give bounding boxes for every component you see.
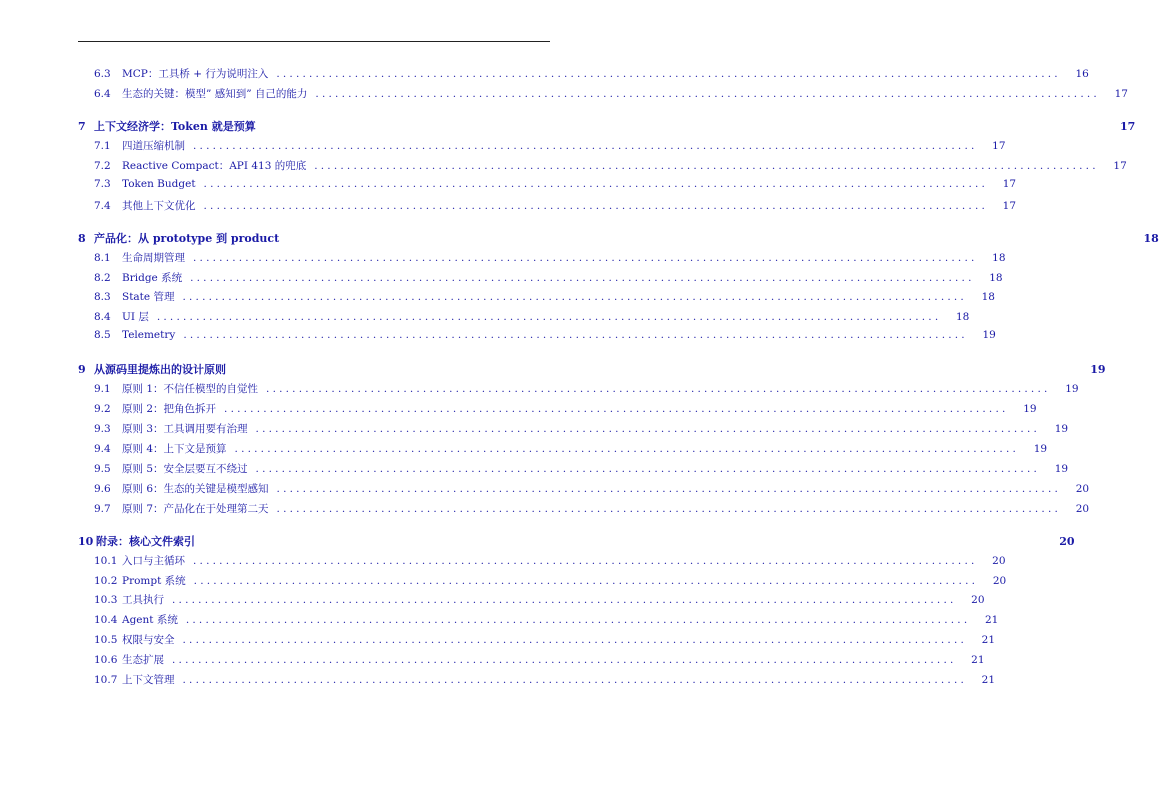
toc-entry-title: 原则 6：生态的关键是模型感知 <box>122 482 269 495</box>
toc-entry-title: 工具执行 <box>122 594 164 607</box>
toc-section-entry[interactable] <box>78 573 1007 591</box>
toc-entry-title: 四道压缩机制 <box>122 139 185 152</box>
toc-entry-number: 9.1 <box>94 383 111 396</box>
toc-entry-title: 原则 4：上下文是预算 <box>122 442 227 455</box>
toc-section-entry[interactable] <box>78 198 1017 216</box>
toc-entry-title: 附录：核心文件索引 <box>96 534 195 548</box>
toc-entry-number: 8 <box>78 231 86 245</box>
toc-entry-number: 10.3 <box>94 594 118 607</box>
toc-leader-dots: ........................................................................................................................ <box>203 177 989 190</box>
toc-entry-page-number: 18 <box>1143 231 1159 245</box>
toc-entry-page-number: 20 <box>1059 534 1075 548</box>
toc-entry-number: 8.5 <box>94 329 111 342</box>
toc-section-entry[interactable] <box>78 309 970 327</box>
toc-entry-page-number: 21 <box>981 634 996 647</box>
toc-leader-dots: ........................................................................................................................ <box>172 654 957 667</box>
toc-entry-title: MCP：工具桥 + 行为说明注入 <box>122 68 269 80</box>
toc-section-entry[interactable] <box>78 652 985 670</box>
toc-entry-page-number: 19 <box>1023 403 1037 416</box>
toc-entry-title: Agent 系统 <box>122 614 178 627</box>
toc-leader-dots: ........................................................................................................................ <box>193 574 979 587</box>
toc-leader-dots: ........................................................................................................................ <box>182 634 968 647</box>
toc-leader-dots: ........................................................................................................................ <box>276 482 1062 495</box>
toc-entry-number: 9 <box>78 363 86 377</box>
toc-leader-dots: ........................................................................................................................ <box>234 442 1020 455</box>
toc-entry-title: 生态扩展 <box>122 654 164 667</box>
toc-leader-dots: ........................................................................................................................ <box>193 251 978 264</box>
toc-section-entry[interactable] <box>78 250 1006 268</box>
toc-section-entry[interactable] <box>78 158 1127 176</box>
toc-section-entry[interactable] <box>78 481 1090 499</box>
toc-entry-page-number: 19 <box>1054 423 1069 435</box>
toc-entry-page-number: 20 <box>992 554 1006 567</box>
toc-entry-page-number: 21 <box>981 674 996 686</box>
toc-entry-page-number: 17 <box>1114 87 1128 100</box>
toc-section-entry[interactable] <box>78 138 1006 156</box>
toc-entry-title: Telemetry <box>122 329 176 342</box>
toc-entry-number: 9.5 <box>94 462 111 475</box>
toc-entry-title: 原则 7：产品化在于处理第二天 <box>122 502 269 515</box>
toc-leader-dots: ........................................................................................................................ <box>276 502 1062 515</box>
toc-leader-dots: ........................................................................................................................ <box>183 329 968 342</box>
toc-entry-title: 上下文经济学：Token 就是预算 <box>94 119 256 133</box>
toc-entry-number: 6.3 <box>94 68 111 80</box>
toc-entry-title: 原则 2：把角色拆开 <box>122 403 217 416</box>
toc-entry-page-number: 17 <box>1113 159 1127 172</box>
toc-entry-title: State 管理 <box>122 291 175 304</box>
toc-section-entry[interactable] <box>78 441 1048 459</box>
toc-entry-number: 7.1 <box>94 139 111 152</box>
toc-entry-title: Prompt 系统 <box>122 574 186 587</box>
toc-entry-page-number: 20 <box>1075 502 1090 515</box>
toc-leader-dots: ........................................................................................................................ <box>182 674 968 686</box>
toc-entry-title: Bridge 系统 <box>122 271 183 284</box>
toc-entry-title: 其他上下文优化 <box>122 199 196 212</box>
toc-entry-page-number: 19 <box>982 329 996 342</box>
toc-leader-dots: ........................................................................................................................ <box>193 554 978 567</box>
toc-entry-page-number: 21 <box>985 614 999 627</box>
toc-entry-page-number: 17 <box>1119 119 1136 133</box>
toc-section-entry[interactable] <box>78 270 1003 288</box>
toc-entry-page-number: 16 <box>1075 68 1089 80</box>
toc-leader-dots: ........................................................................................................................ <box>314 159 1099 172</box>
toc-entry-title: Token Budget <box>122 177 196 190</box>
toc-entry-title: 生命周期管理 <box>122 251 185 264</box>
toc-entry-page-number: 17 <box>992 139 1006 152</box>
toc-section-entry[interactable] <box>78 421 1069 439</box>
toc-section-entry[interactable] <box>78 632 996 650</box>
toc-chapter-entry[interactable] <box>78 230 1159 248</box>
toc-section-entry[interactable] <box>78 592 985 610</box>
toc-section-entry[interactable] <box>78 381 1079 399</box>
toc-section-entry[interactable] <box>78 501 1090 519</box>
toc-section-entry[interactable] <box>78 672 996 690</box>
toc-entry-number: 7 <box>78 119 86 133</box>
toc-entry-page-number: 18 <box>989 271 1003 284</box>
toc-entry-page-number: 19 <box>1090 363 1106 377</box>
toc-entry-number: 9.2 <box>94 403 111 416</box>
toc-leader-dots: ........................................................................................................................ <box>255 423 1041 435</box>
toc-section-entry[interactable] <box>78 612 999 630</box>
toc-leader-dots: ........................................................................................................................ <box>190 271 975 284</box>
toc-chapter-entry[interactable] <box>78 533 1075 551</box>
toc-entry-number: 8.1 <box>94 251 111 264</box>
toc-leader-dots: ........................................................................................................................ <box>315 87 1100 100</box>
toc-entry-number: 10.2 <box>94 574 118 587</box>
toc-entry-title: 入口与主循环 <box>122 554 185 567</box>
toc-section-entry[interactable] <box>78 86 1128 104</box>
toc-leader-dots: ........................................................................................................................ <box>266 383 1051 396</box>
toc-entry-title: 生态的关键：模型” 感知到” 自己的能力 <box>122 87 308 100</box>
toc-entry-page-number: 20 <box>971 594 985 607</box>
toc-section-entry[interactable] <box>78 329 996 347</box>
toc-entry-page-number: 18 <box>956 311 970 324</box>
toc-entry-number: 10 <box>78 534 94 548</box>
toc-entry-page-number: 20 <box>1075 482 1090 495</box>
toc-chapter-entry[interactable] <box>78 118 1136 136</box>
toc-section-entry[interactable] <box>78 401 1037 419</box>
toc-entry-page-number: 19 <box>1054 462 1069 475</box>
toc-entry-title: Reactive Compact：API 413 的兜底 <box>122 159 307 172</box>
toc-section-entry[interactable] <box>78 289 995 307</box>
header-rule <box>78 41 550 42</box>
toc-entry-number: 7.4 <box>94 199 111 212</box>
toc-leader-dots: ........................................................................................................................ <box>185 614 971 627</box>
toc-entry-title: 权限与安全 <box>122 634 175 647</box>
toc-entry-number: 9.7 <box>94 502 111 515</box>
toc-entry-page-number: 19 <box>1065 383 1079 396</box>
toc-leader-dots: ........................................................................................................................ <box>255 462 1041 475</box>
toc-leader-dots: ........................................................................................................................ <box>193 139 978 152</box>
toc-entry-number: 8.3 <box>94 291 111 304</box>
toc-entry-title: 产品化：从 prototype 到 product <box>94 231 280 245</box>
toc-entry-number: 10.4 <box>94 614 118 627</box>
toc-entry-title: 上下文管理 <box>122 674 175 686</box>
toc-entry-page-number: 21 <box>971 654 985 667</box>
toc-entry-title: UI 层 <box>122 311 149 324</box>
toc-entry-page-number: 17 <box>1002 199 1017 212</box>
toc-section-entry[interactable] <box>78 461 1069 479</box>
toc-entry-number: 7.3 <box>94 177 111 190</box>
toc-leader-dots: ........................................................................................................................ <box>182 291 967 304</box>
toc-section-entry[interactable] <box>78 66 1089 84</box>
toc-section-entry[interactable] <box>78 553 1006 571</box>
toc-entry-number: 9.4 <box>94 442 111 455</box>
toc-entry-number: 9.3 <box>94 423 111 435</box>
toc-entry-number: 8.2 <box>94 271 111 284</box>
toc-entry-page-number: 18 <box>981 291 995 304</box>
toc-entry-title: 原则 3：工具调用要有治理 <box>122 423 248 435</box>
toc-entry-number: 8.4 <box>94 311 111 324</box>
toc-entry-number: 10.1 <box>94 554 118 567</box>
toc-entry-number: 10.5 <box>94 634 118 647</box>
toc-entry-number: 10.7 <box>94 674 118 686</box>
toc-entry-page-number: 17 <box>1002 177 1017 190</box>
toc-leader-dots: ........................................................................................................................ <box>203 199 989 212</box>
toc-entry-page-number: 19 <box>1033 442 1048 455</box>
toc-entry-page-number: 20 <box>992 574 1007 587</box>
toc-leader-dots: ........................................................................................................................ <box>224 403 1009 416</box>
toc-entry-number: 6.4 <box>94 87 111 100</box>
toc-entry-number: 10.6 <box>94 654 118 667</box>
toc-entry-title: 从源码里提炼出的设计原则 <box>94 363 226 377</box>
toc-entry-number: 9.6 <box>94 482 111 495</box>
toc-leader-dots: ........................................................................................................................ <box>172 594 957 607</box>
toc-leader-dots: ........................................................................................................................ <box>276 68 1061 80</box>
toc-section-entry[interactable] <box>78 177 1017 196</box>
toc-entry-title: 原则 5：安全层要互不绕过 <box>122 462 248 475</box>
toc-entry-number: 7.2 <box>94 159 111 172</box>
toc-leader-dots: ........................................................................................................................ <box>156 311 942 324</box>
toc-entry-page-number: 18 <box>992 251 1006 264</box>
toc-chapter-entry[interactable] <box>78 361 1106 379</box>
toc-entry-title: 原则 1：不信任模型的自觉性 <box>122 383 259 396</box>
